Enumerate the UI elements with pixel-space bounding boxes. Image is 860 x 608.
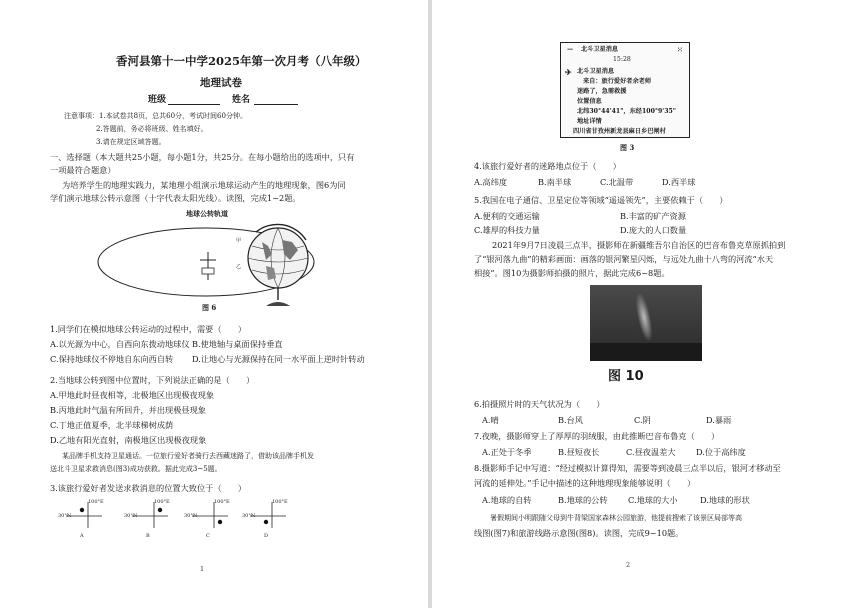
question-2: 2.当地球公转到图中位置时，下列说法正确的是（ ） [50,375,255,385]
svg-text:甲: 甲 [236,238,242,244]
phone-line-6: 地址详情 [577,118,602,125]
grid-lon-label-b: 100°E [154,499,170,505]
note-2: 2.答题前，务必将班级、姓名填好。 [96,125,208,133]
grid-lat-label-b: 30°N [124,513,138,519]
q8-option-b[interactable]: B.地球的公转 [558,495,608,505]
question-8: 8.摄影师手记中写道：“经过模拟计算得知，需要等到凌晨三点半以后，银河才移动至 [474,463,781,473]
q4-option-b[interactable]: B.南半球 [538,177,572,187]
section-1-heading: 一、选择题（本大题共25小题，每小题1分，共25分。在每小题给出的选项中，只有 [50,152,355,162]
milky-way-photo [590,285,702,361]
question-8-cont: 河流的延伸处。”手记中描述的这种地理现象能够说明（ ） [474,478,696,488]
phone-line-1: 北斗卫星消息 [577,68,615,75]
q5-option-b[interactable]: B.丰富的矿产资源 [620,211,686,221]
q6-option-d[interactable]: D.暴雨 [706,415,732,425]
grid-lat-label-d: 30°N [242,513,256,519]
grid-lon-label-a: 100°E [88,499,104,505]
exam-page-2 [430,0,860,608]
intro4-line-2: 线图(图7)和旅游线路示意图(图8)。读图，完成9~10题。 [474,528,684,538]
q8-option-c[interactable]: C.地球的大小 [628,495,678,505]
q2-option-c[interactable]: C.丁地正值夏季，北半球梯树成荫 [50,420,174,430]
q5-option-c[interactable]: C.雄厚的科技力量 [474,225,540,235]
page-number-2: 2 [626,561,631,569]
fig6-title: 地球公转轨道 [186,209,228,218]
phone-menu-icon: ⁙ [677,45,683,54]
q4-option-a[interactable]: A.高纬度 [474,177,508,187]
q3-option-a: A [80,533,84,539]
q8-option-a[interactable]: A.地球的自转 [482,495,532,505]
phone-line-2: 来自：旅行爱好者余老师 [583,78,652,85]
q6-option-b[interactable]: B.台风 [558,415,583,425]
grid-lat-label-c: 30°N [184,513,198,519]
grid-lat-label-a: 30°N [58,513,72,519]
q2-option-d[interactable]: D.乙地有阳光直射，南极地区出现极夜现象 [50,435,207,445]
class-blank[interactable] [168,104,220,105]
q2-option-b[interactable]: B.丙地此时气温有所回升，并出现极昼现象 [50,405,206,415]
satellite-icon: ✈ [565,67,572,77]
q8-option-d[interactable]: D.地球的形状 [700,495,750,505]
intro2-line-2: 送北斗卫星求救消息(图3)成功获救。据此完成3~5题。 [50,465,222,473]
intro4-line-1: 暑假期间小明跟随父母到牛背梁国家森林公园旅游，他提前搜索了该景区局部等高 [490,514,742,522]
q7-option-d[interactable]: D.位于高纬度 [696,447,746,457]
intro-line-2: 学们演示地球公转示意图（十字代表太阳光线）。读图，完成1~2题。 [50,193,301,203]
svg-text:乙: 乙 [236,264,242,270]
question-4: 4.该旅行爱好者的迷路地点位于（ ） [474,161,621,171]
phone-line-7: 四川省甘孜州新龙县麻日乡巴闸村 [573,128,666,135]
grid-lon-label-c: 100°E [214,499,230,505]
q1-option-a[interactable]: A.以光源为中心，自西向东拨动地球仪 [50,339,190,349]
q1-option-d[interactable]: D.让地心与光源保持在同一水平面上逆时针转动 [192,354,365,364]
q6-option-c[interactable]: C.阴 [634,415,651,425]
question-6: 6.拍摄照片时的天气状况为（ ） [474,399,605,409]
name-label: 姓名 [232,95,251,105]
note-1: 注意事项：1.本试卷共8页，总共60分，考试时间60分钟。 [64,112,247,120]
question-7: 7.夜晚，摄影师穿上了厚厚的羽绒服，由此推断巴音布鲁克（ ） [474,431,720,441]
class-label: 班级 [148,95,167,105]
note-3: 3.请在规定区域答题。 [96,138,166,146]
q3-option-b: B [146,533,150,539]
intro3-line-3: 相接”。图10为摄影师拍摄的照片，据此完成6~8题。 [474,268,670,278]
q1-option-c[interactable]: C.保持地球仪不停地自东向西自转 [50,354,174,364]
satellite-message-screen [560,42,690,138]
intro-line-1: 为培养学生的地理实践力，某地理小组演示地球运动产生的地理现象，图6为同 [62,180,346,190]
name-blank[interactable] [254,104,298,105]
q4-option-d[interactable]: D.西半球 [662,177,696,187]
q6-option-a[interactable]: A.晴 [482,415,499,425]
q4-option-c[interactable]: C.北温带 [600,177,634,187]
intro3-line-2: 了“银河落九曲”的精彩画面：画落的银河繁星闪烁，与远处九曲十八弯的河流“水天 [474,254,774,264]
q3-grid-c[interactable] [184,499,230,540]
q2-option-a[interactable]: A.甲地此时昼夜相等，北极地区出现极夜现象 [50,390,215,400]
exam-title: 香河县第十一中学2025年第一次月考（八年级） [116,54,367,68]
q5-option-d[interactable]: D.庞大的人口数量 [620,225,687,235]
q7-option-b[interactable]: B.昼短夜长 [558,447,600,457]
q3-grid-d[interactable] [242,499,288,540]
q3-grid-a[interactable] [58,499,104,540]
intro3-line-1: 2021年9月7日凌晨三点半，摄影师在新疆维吾尔自治区的巴音布鲁克草原抓拍到 [492,240,786,250]
grassland-silhouette [590,343,702,361]
section-1-heading-cont: 一项最符合题意） [50,165,116,175]
earth-orbit-diagram [96,220,326,310]
phone-header: 北斗卫星消息 [581,46,619,53]
phone-line-4: 位置信息 [577,98,602,105]
exam-subtitle: 地理试卷 [200,77,242,89]
q3-option-d: D [264,533,269,539]
phone-time: 15:28 [613,56,631,63]
question-1: 1.同学们在模拟地球公转运动的过程中，需要（ ） [50,324,247,334]
q3-option-c: C [206,533,210,539]
page-number-1: 1 [200,565,205,573]
q3-grid-b[interactable] [124,499,170,540]
intro2-line-1: 某品牌手机支持卫星通话。一位旅行爱好者骑行去西藏迷路了，借助该品牌手机发 [62,452,314,460]
question-5: 5.我国在电子通信、卫星定位等领域“遥遥领先”，主要依赖于（ ） [474,195,728,205]
phone-line-5: 北纬30°44'41"，东经100°9'35" [577,108,677,115]
q7-option-c[interactable]: C.昼夜温差大 [626,447,676,457]
question-3: 3.该旅行爱好者发送求救消息的位置大致位于（ ） [50,483,247,493]
fig6-label: 图 6 [202,303,217,312]
q7-option-a[interactable]: A.正处于冬季 [482,447,532,457]
grid-lon-label-d: 100°E [272,499,288,505]
phone-back-icon: — [567,46,574,53]
q1-option-b[interactable]: B.使地轴与桌面保持垂直 [192,339,283,349]
q5-option-a[interactable]: A.便利的交通运输 [474,211,540,221]
fig3-label: 图 3 [620,143,635,152]
fig10-label: 图 10 [608,369,644,384]
phone-line-3: 迷路了，急需救援 [577,88,627,95]
